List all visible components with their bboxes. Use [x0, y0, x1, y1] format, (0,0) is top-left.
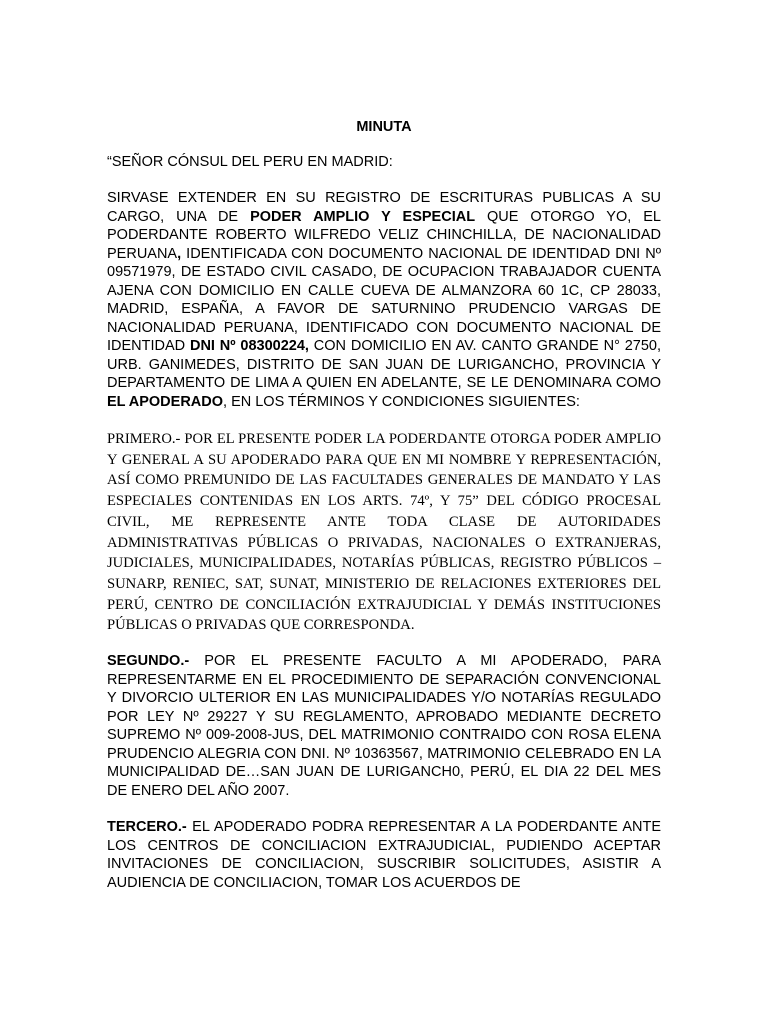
segundo-text: POR EL PRESENTE FACULTO A MI APODERADO, PARA REPRESENTARME EN EL PROCEDIMIENTO DE SEPARACIÓN CONVENCIONAL Y DIVORCIO ULTERIOR EN LAS MUNICIPALIDADES Y/O NOTARÍAS REGULADO POR LEY Nº 29227 Y SU REGLAMENTO, APROBADO MEDIANTE DECRETO SUPREMO Nº 009-2008-JUS, DEL MATRIMONIO CONTRAIDO CON ROSA ELENA PRUDENCIO ALEGRIA CON DNI. Nº 10363567, MATRIMONIO CELEBRADO EN LA MUNICIPALIDAD DE…SAN JUAN DE LURIGANCH0, PERÚ, EL DIA 22 DEL MES DE ENERO DEL AÑO 2007.	[107, 653, 661, 799]
paragraph-intro	[107, 189, 661, 411]
tercero-label: TERCERO.-	[107, 819, 187, 836]
intro-text-c: QUE OTORGO YO, EL PODERDANTE ROBERTO WILFREDO VELIZ CHINCHILLA, DE NACIONALIDAD PERUANA	[107, 208, 661, 262]
intro-text-a: SIRVASE EXTENDER EN SU REGISTRO DE ESCRITURAS PUBLICAS A SU CARGO, UNA DE	[107, 190, 661, 225]
intro-bold-apoderado: EL APODERADO	[107, 393, 224, 410]
intro-text-i: , EN LOS TÉRMINOS Y CONDICIONES SIGUIENTES:	[223, 393, 580, 410]
intro-bold-poder: PODER AMPLIO Y ESPECIAL	[250, 208, 476, 225]
intro-text-e: IDENTIFICADA CON DOCUMENTO NACIONAL DE IDENTIDAD DNI Nº 09571979, DE ESTADO CIVIL CASADO, DE OCUPACION TRABAJADOR CUENTA AJENA CON DOMICILIO EN CALLE CUEVA DE ALMANZORA 60 1C, CP 28033, MADRID, ESPAÑA, A FAVOR DE SATURNINO PRUDENCIO VARGAS DE NACIONALIDAD PERUANA, IDENTIFICADO CON DOCUMENTO NACIONAL DE IDENTIDAD	[107, 245, 661, 354]
segundo-label: SEGUNDO.-	[107, 653, 190, 670]
salutation: “SEÑOR CÓNSUL DEL PERU EN MADRID:	[107, 154, 393, 170]
paragraph-segundo	[107, 652, 661, 800]
intro-bold-dni: DNI Nº 08300224,	[189, 338, 309, 354]
paragraph-tercero	[107, 818, 661, 892]
document-title: MINUTA	[356, 119, 412, 135]
tercero-text: EL APODERADO PODRA REPRESENTAR A LA PODERDANTE ANTE LOS CENTROS DE CONCILIACION EXTRAJUDICIAL, PUDIENDO ACEPTAR INVITACIONES DE CONCILIACION, SUSCRIBIR SOLICITUDES, ASISTIR A AUDIENCIA DE CONCILIACION, TOMAR LOS ACUERDOS DE	[107, 819, 661, 891]
intro-bold-comma: ,	[177, 245, 182, 262]
paragraph-primero: PRIMERO.- POR EL PRESENTE PODER LA PODERDANTE OTORGA PODER AMPLIO Y GENERAL A SU APODERADO PARA QUE EN MI NOMBRE Y REPRESENTACIÓN, ASÍ COMO PREMUNIDO DE LAS FACULTADES GENERALES DE MANDATO Y LAS ESPECIALES CONTENIDAS EN LOS ARTS. 74º, Y 75” DEL CÓDIGO PROCESAL CIVIL, ME REPRESENTE ANTE TODA CLASE DE AUTORIDADES ADMINISTRATIVAS PÚBLICAS O PRIVADAS, NACIONALES O EXTRANJERAS, JUDICIALES, MUNICIPALIDADES, NOTARÍAS PÚBLICAS, REGISTRO PÚBLICOS –SUNARP, RENIEC, SAT, SUNAT, MINISTERIO DE RELACIONES EXTERIORES DEL PERÚ, CENTRO DE CONCILIACIÓN EXTRAJUDICIAL Y DEMÁS INSTITUCIONES PÚBLICAS O PRIVADAS QUE CORRESPONDA.	[107, 431, 661, 634]
intro-text-g: CON DOMICILIO EN AV. CANTO GRANDE N° 2750, URB. GANIMEDES, DISTRITO DE SAN JUAN DE LURIGANCHO, PROVINCIA Y DEPARTAMENTO DE LIMA A QUIEN EN ADELANTE, SE LE DENOMINARA COMO	[107, 338, 661, 391]
